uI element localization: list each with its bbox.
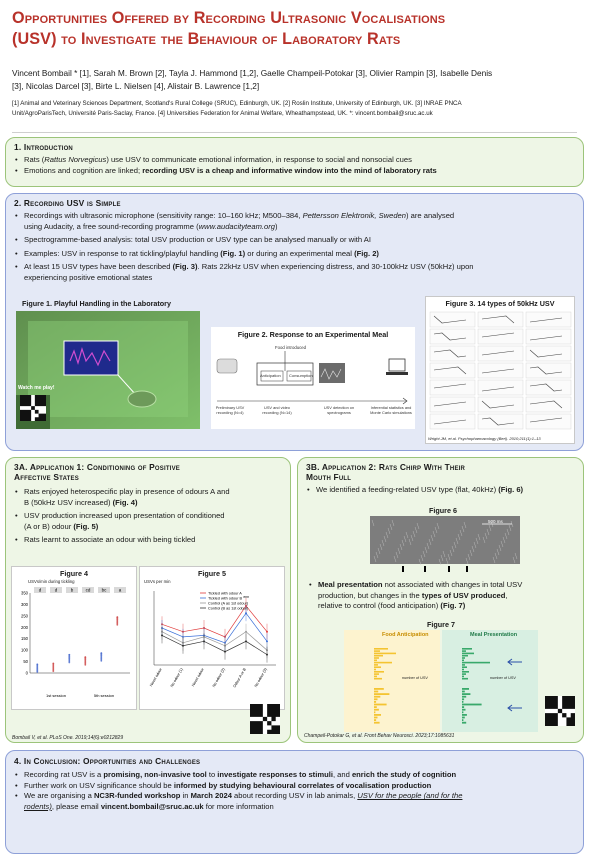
figure-5-legend-label: Control (A as 1st odour)	[208, 601, 249, 606]
figure-3-citation: Wright JM, et al. Psychopharmacology (Berl). 2010;211(1):1–13	[428, 436, 541, 441]
figure-4-significance-letter: b	[70, 587, 74, 593]
figure-7-bar	[374, 691, 378, 693]
figure-3	[425, 296, 575, 444]
usv-type-cell	[430, 363, 475, 378]
usv-type-cell	[478, 380, 523, 395]
figure-4-data-point	[100, 652, 102, 654]
figure-7-bar	[374, 669, 376, 671]
figure-7-meal-presentation-label: Meal Presentation	[470, 632, 518, 638]
figure-7-bar	[462, 688, 469, 690]
title-line-2: (USV) to Investigate the Behaviour of Laboratory Rats	[12, 30, 401, 48]
conclusion-heading: 4. In Conclusion: Opportunities and Challenges	[14, 756, 201, 766]
figure-4-significance-letter: d	[54, 587, 58, 593]
authors-line-2: [3], Nicolas Darcel [3], Birte L. Nielsen [4], Alistair B. Lawrence [1,2]	[12, 80, 260, 91]
fig2-anticipation: Anticipation	[260, 373, 281, 378]
fig2-step-1: Preliminary USV recording (N=4)	[215, 405, 245, 415]
recording-heading: 2. Recording USV is Simple	[14, 198, 121, 208]
application-1-qr-code[interactable]	[250, 704, 280, 734]
figure-7-bar	[374, 671, 384, 673]
figure-7-bar	[374, 666, 381, 668]
watch-me-play-label: Watch me play!	[18, 385, 55, 391]
figure-7-bar	[374, 653, 396, 655]
figure-7-bar	[374, 706, 377, 708]
recording-bullet-3: • Examples: USV in response to rat tickling/playful handling (Fig. 1) or during an experimental meal (Fig. 2)	[14, 249, 575, 260]
figure-7	[344, 620, 538, 732]
figure-5	[139, 566, 285, 710]
affiliations-line-2: Unit/AgroParisTech, Université Paris-Saclay, France. [4] Universities Federation for Animal Welfare, Wheathampstead, UK. *: vincent.bombail@sruc.ac.uk	[12, 109, 433, 117]
figure-1	[16, 299, 200, 429]
intro-bullet-2: • Emotions and cognition are linked; recording USV is a cheap and informative window into the mind of laboratory rats	[14, 166, 575, 177]
figure-4-data-point	[116, 616, 118, 618]
figure-2	[211, 327, 415, 429]
contact-email[interactable]: vincent.bombail@sruc.ac.uk	[100, 801, 204, 811]
figure-7-bar	[462, 671, 469, 673]
figure-4-y-tick: 250	[21, 613, 28, 619]
figure-5-ylabel: USVs per min	[144, 579, 171, 584]
figure-4-significance-letter: cd	[85, 587, 91, 593]
figure-7-bar	[462, 722, 466, 724]
introduction-heading: 1. Introduction	[14, 142, 73, 152]
figure-6-event-marker	[448, 566, 450, 572]
figure-7-bar	[462, 698, 464, 700]
application-1-heading: 3A. Application 1: Conditioning of Positive Affective States	[14, 462, 180, 482]
figure-7-bar	[462, 669, 464, 671]
usv-type-cell	[478, 346, 523, 361]
figure-7-bar	[374, 704, 387, 706]
figure-7-bar	[462, 650, 466, 652]
figure-4-session-label: 1st session	[45, 693, 67, 698]
figure-7-bar	[462, 673, 466, 675]
application-2-bullet-1: • We identified a feeding-related USV type (flat, 40kHz) (Fig. 6)	[306, 485, 575, 496]
figure-7-bar	[374, 673, 379, 675]
conclusion-bullet-2: • Further work on USV significance should be informed by studying behavioural correlates of vocalisation production	[14, 781, 575, 792]
usv-type-cell	[430, 312, 475, 327]
figure-7-food-anticipation-label: Food Anticipation	[382, 632, 429, 638]
figure-7-bar	[462, 676, 464, 678]
figure-6	[362, 506, 524, 578]
figure-7-bar	[462, 664, 465, 666]
figure-7-bar	[462, 662, 490, 664]
figure-7-bar	[462, 678, 468, 680]
figure-7-bar	[374, 655, 383, 657]
figure-5-chart	[140, 585, 286, 711]
figure-5-x-tick: Odour A or B	[232, 667, 247, 689]
figure-7-bar	[374, 648, 388, 650]
figure-6-spectrogram	[362, 516, 524, 578]
figure-7-title: Figure 7	[427, 620, 455, 629]
figure-7-bar	[374, 657, 379, 659]
figure-4-y-tick: 350	[21, 590, 28, 596]
figure-7-bar	[462, 706, 464, 708]
figure-7-bar	[374, 701, 376, 703]
figure-5-x-tick: No odour (2)	[211, 667, 226, 688]
figure-7-bar	[374, 719, 376, 721]
application-2-citation: Champeil-Potokar G, et al. Front Behav Neurosci. 2023;17:1085631	[304, 733, 455, 739]
figure-4-y-tick: 200	[21, 624, 28, 630]
figure-2-title: Figure 2. Response to an Experimental Meal	[237, 330, 389, 339]
figure-4-significance-letter: bc	[101, 587, 107, 593]
figure-4-title: Figure 4	[60, 569, 88, 578]
figure-7-bar	[374, 676, 377, 678]
figure-4-data-point	[52, 663, 54, 665]
figure-7-bar	[462, 653, 474, 655]
figure-7-bar	[374, 714, 381, 716]
figure-4-data-point	[100, 657, 102, 659]
figure-4-y-tick: 0	[25, 670, 28, 676]
usv-type-cell	[430, 346, 475, 361]
figure-5-x-tick: Novel odour	[191, 667, 205, 688]
figure-4-chart	[12, 585, 138, 709]
figure-1-title: Figure 1. Playful Handling in the Laboratory	[22, 299, 171, 308]
figure-4-significance-letter: d	[38, 587, 42, 593]
application-2-qr-code[interactable]	[545, 696, 575, 726]
figure-4-data-point	[68, 659, 70, 661]
figure-5-x-tick: No odour (3)	[253, 667, 268, 688]
usv-type-cell	[526, 363, 571, 378]
figure-7-bar	[462, 701, 463, 703]
figure-7-bar	[374, 688, 384, 690]
figure-7-bar	[374, 711, 375, 713]
figure-4-y-tick: 50	[23, 659, 28, 665]
application-1-citation: Bombail V, et al. PLoS One. 2019;14(6):e0212829	[12, 735, 124, 741]
figure-6-event-marker	[402, 566, 404, 572]
figure-5-series-line	[162, 613, 267, 643]
usv-type-cell	[430, 397, 475, 412]
figure-7-bar	[374, 722, 380, 724]
figure-7-bar	[462, 709, 466, 711]
figure-5-series-line	[162, 635, 267, 654]
figure-4-data-point	[84, 656, 86, 658]
figure-5-x-tick: Novel odour	[149, 667, 163, 688]
application-2-heading: 3B. Application 2: Rats Chirp With Their Mouth Full	[306, 462, 466, 482]
intro-bullet-1: • Rats (Rattus Norvegicus) use USV to communicate emotional information, in response to social and nonsocial cues	[14, 155, 575, 166]
figure-7-bar	[462, 696, 466, 698]
application-1-bullet-2: • USV production increased upon presentation of conditioned (A or B) odour (Fig. 5)	[14, 511, 282, 532]
figure-4-data-point	[116, 621, 118, 623]
fig2-consumption: Consumption	[289, 373, 313, 378]
recording-bullet-4: • At least 15 USV types have been described (Fig. 3). Rats 22kHz USV when experiencing distress, and 30-100kHz USV (50kHz) upon experiencing positive emotional states	[14, 262, 575, 283]
figure-6-event-marker	[424, 566, 426, 572]
figure-7-bar	[462, 717, 465, 719]
figure-3-title: Figure 3. 14 types of 50kHz USV	[445, 299, 555, 308]
figure-7-bar	[374, 650, 380, 652]
figure-5-x-tick: No odour (1)	[169, 667, 184, 688]
figure-7-bar	[462, 660, 464, 662]
recording-bullet-1: • Recordings with ultrasonic microphone (sensitivity range: 10–160 kHz; M500–384, Pettersson Elektronik, Sweden) are analysed using Audacity, a free sound-recording programme (www.audacityteam.org)	[14, 211, 575, 232]
application-2-bullet-2: • Meal presentation not associated with changes in total USV production, but changes in the types of USV produced, relative to control (food anticipation) (Fig. 7)	[308, 580, 578, 612]
usv-type-cell	[526, 397, 571, 412]
figure-7-anticipation-panel	[344, 630, 440, 732]
title-line-1: Opportunities Offered by Recording Ultrasonic Vocalisations	[12, 9, 446, 27]
figure-7-bar	[462, 657, 465, 659]
figure-3-usv-types-grid	[428, 310, 574, 432]
figure-7-bar	[462, 666, 467, 668]
figure-7-bar	[462, 714, 467, 716]
figure-4-data-point	[36, 668, 38, 670]
figure-7-bar	[462, 719, 463, 721]
section-introduction	[5, 137, 584, 187]
fig2-step-3: USV detection on spectrograms	[323, 405, 355, 415]
figure-7-bar	[374, 709, 379, 711]
figure-7-bar	[374, 664, 378, 666]
figure-4-data-point	[36, 663, 38, 665]
figure-7-bar	[374, 698, 378, 700]
figure-4-y-tick: 150	[21, 636, 28, 642]
figure-6-scale-label: 500 ms	[488, 519, 503, 524]
usv-type-cell	[526, 380, 571, 395]
figure-7-bar	[462, 693, 470, 695]
usv-type-cell	[478, 414, 523, 429]
usv-for-the-people-link[interactable]: USV for the people (and for the rodents)	[24, 791, 463, 811]
figure-7-bar	[462, 704, 482, 706]
figure-4	[11, 566, 137, 710]
usv-type-cell	[478, 397, 523, 412]
application-1-bullet-1: • Rats enjoyed heterospecific play in presence of odours A and B (50kHz USV increased) (Fig. 4)	[14, 487, 282, 508]
figure-4-ylabel: USVs/min during tickling	[28, 579, 75, 584]
figure-1-qr-code[interactable]	[20, 395, 46, 421]
section-conclusion	[5, 750, 584, 854]
figure-7-bar	[462, 655, 468, 657]
figure-7-bar	[374, 696, 380, 698]
authors-line-1: Vincent Bombail * [1], Sarah M. Brown [2], Tayla J. Hammond [1,2], Gaelle Champeil-Potokar [3], Olivier Rampin [3], Isabelle Denis	[12, 68, 493, 78]
usv-type-cell	[430, 329, 475, 344]
figure-7-bar	[374, 678, 382, 680]
figure-7-bar	[462, 691, 465, 693]
recording-bullet-2: • Spectrogramme-based analysis: total USV production or USV type can be analysed manually or with AI	[14, 235, 575, 246]
figure-6-title: Figure 6	[429, 506, 457, 515]
figure-4-significance-letter: a	[118, 587, 122, 593]
application-1-bullet-3: • Rats learnt to associate an odour with being tickled	[14, 535, 282, 546]
figure-4-y-tick: 100	[21, 647, 28, 653]
figure-7-bar	[374, 662, 392, 664]
figure-7-xlabel-right: number of USV	[490, 676, 516, 680]
usv-type-cell	[526, 329, 571, 344]
figure-7-bar	[462, 648, 472, 650]
figure-7-presentation-panel	[442, 630, 538, 732]
figure-4-data-point	[68, 654, 70, 656]
conclusion-bullet-1: • Recording rat USV is a promising, non-invasive tool to investigate responses to stimuli, and enrich the study of cognition	[14, 770, 575, 781]
figure-5-legend-label: Tickled with odour B	[208, 596, 243, 601]
figure-4-y-tick: 300	[21, 601, 28, 607]
figure-6-event-marker	[466, 566, 468, 572]
affiliations	[12, 99, 577, 118]
figure-7-bar	[374, 693, 389, 695]
figure-7-chart	[344, 630, 538, 732]
figure-4-session-label: 5th session	[93, 693, 115, 698]
usv-type-cell	[478, 312, 523, 327]
figure-7-bar	[462, 711, 463, 713]
figure-7-bar	[374, 660, 377, 662]
author-list	[12, 67, 577, 92]
affiliations-line-1: [1] Animal and Veterinary Sciences Department, Scotland's Rural College (SRUC), Edinburgh, UK. [2] Roslin Institute, University of Edinburgh, UK. [3] INRAE PNCA	[12, 100, 462, 107]
figure-4-data-point	[52, 667, 54, 669]
figure-7-bar	[374, 717, 378, 719]
figure-5-significance: ***	[243, 595, 249, 602]
conclusion-bullet-3: • We are organising a NC3R-funded workshop in March 2024 about recording USV in lab animals, USV for the people (and for the rodents), please email vincent.bombail@sruc.ac.uk for more information	[14, 791, 575, 812]
poster-title	[12, 8, 577, 50]
figure-5-title: Figure 5	[198, 569, 226, 578]
fig2-food-introduced: Food introduced	[275, 345, 307, 350]
usv-type-cell	[526, 346, 571, 361]
header-divider	[12, 132, 577, 133]
figure-5-legend-label: Control (B as 1st odour)	[208, 606, 249, 611]
figure-7-xlabel-left: number of USV	[402, 676, 428, 680]
fig2-step-4: Inferential statistics and Monte Carlo simulations	[370, 405, 412, 415]
fig2-step-2: USV and video recording (N=14)	[262, 405, 292, 415]
figure-4-data-point	[84, 661, 86, 663]
figure-5-legend-label: Tickled with odour A	[208, 591, 242, 596]
